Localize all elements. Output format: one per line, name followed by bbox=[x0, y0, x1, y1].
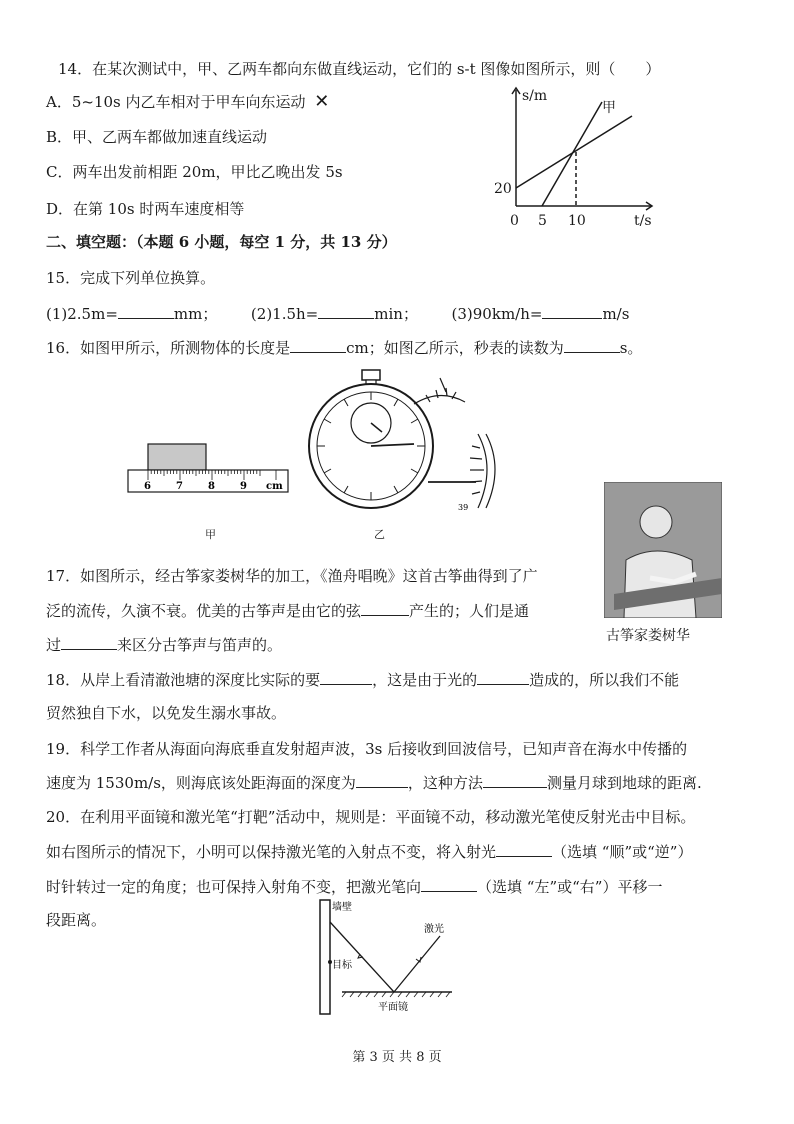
label-wall: 墙壁 bbox=[332, 902, 352, 913]
q15-p2-prefix: (2)1.5h= bbox=[250, 305, 319, 323]
line-label-jia: 甲 bbox=[602, 100, 616, 116]
st-graph bbox=[488, 82, 668, 232]
answer-blank[interactable] bbox=[320, 669, 372, 685]
section2-title: 二、填空题：（本题 6 小题，每空 1 分，共 13 分） bbox=[46, 233, 397, 251]
q20-line2 bbox=[46, 841, 692, 862]
answer-blank[interactable] bbox=[118, 303, 174, 319]
answer-blank[interactable] bbox=[290, 337, 346, 353]
answer-blank[interactable] bbox=[421, 876, 477, 892]
q20-line3a: 时针转过一定的角度；也可保持入射角不变，把激光笔向 bbox=[46, 878, 422, 896]
q14-stem: 14．在某次测试中，甲、乙两车都向东做直线运动，它们的 s-t 图像如图所示，则（ ） bbox=[58, 60, 661, 78]
incident-arrow bbox=[416, 957, 421, 962]
x-tick-0: 0 bbox=[510, 213, 519, 229]
q19-line2 bbox=[46, 772, 702, 793]
q19-line2c: 测量月球到地球的距离. bbox=[546, 774, 702, 792]
q20-line4: 段距离。 bbox=[46, 911, 107, 929]
q15-p2-unit: min； bbox=[374, 305, 418, 323]
y-tick-20: 20 bbox=[494, 181, 512, 197]
q14-option-a-text: A．5~10s 内乙车相对于甲车向东运动 bbox=[46, 93, 306, 111]
caption-jia: 甲 bbox=[205, 528, 216, 541]
ruler-tick-6: 6 bbox=[144, 481, 151, 492]
mirror-laser-diagram bbox=[312, 896, 462, 1020]
q16-part1: 16．如图甲所示，所测物体的长度是 bbox=[46, 339, 291, 357]
label-laser: 激光 bbox=[424, 924, 444, 935]
guzheng-player-photo bbox=[604, 482, 722, 618]
label-mirror: 平面镜 bbox=[378, 1002, 408, 1013]
q18-line1 bbox=[46, 669, 679, 690]
incident-ray bbox=[394, 936, 440, 992]
q17-line3a: 过 bbox=[46, 636, 62, 654]
x-tick-10: 10 bbox=[568, 213, 586, 229]
stopwatch-figure bbox=[300, 368, 510, 528]
q17-line3b: 来区分古筝声与笛声的。 bbox=[117, 636, 283, 654]
q20-line1: 20．在利用平面镜和激光笔“打靶”活动中，规则是：平面镜不动，移动激光笔使反射光击中目标。 bbox=[46, 808, 696, 826]
q20-line3b: （选填 “左”或“右”）平移一 bbox=[477, 878, 663, 896]
line-jia bbox=[542, 102, 602, 206]
answer-blank[interactable] bbox=[318, 303, 374, 319]
q17-line1: 17．如图所示，经古筝家娄树华的加工，《渔舟唱晚》这首古筝曲得到了广 bbox=[46, 567, 538, 585]
photo-caption: 古筝家娄树华 bbox=[606, 628, 690, 644]
q19-line1: 19．科学工作者从海面向海底垂直发射超声波，3s 后接收到回波信号，已知声音在海水中传播的 bbox=[46, 740, 688, 758]
q18-line1b: ，这是由于光的 bbox=[372, 671, 478, 689]
q19-line2a: 速度为 1530m/s，则海底该处距海面的深度为 bbox=[46, 774, 356, 792]
q16-part3: s。 bbox=[619, 339, 643, 357]
answer-blank[interactable] bbox=[361, 600, 409, 616]
x-axis-label: t/s bbox=[634, 213, 652, 229]
ruler-tick-8: 8 bbox=[208, 481, 215, 492]
answer-blank[interactable] bbox=[356, 772, 408, 788]
crown bbox=[362, 370, 380, 380]
q17-line2b: 产生的；人们是通 bbox=[409, 602, 530, 620]
answer-blank[interactable] bbox=[483, 772, 547, 788]
player-head bbox=[640, 506, 672, 538]
ruler-tick-7: 7 bbox=[176, 481, 183, 492]
q14-option-b: B．甲、乙两车都做加速直线运动 bbox=[46, 128, 268, 146]
dial-label-39: 39 bbox=[458, 503, 469, 512]
q15-parts bbox=[46, 303, 629, 324]
q17-line2a: 泛的流传，久演不衰。优美的古筝声是由它的弦 bbox=[46, 602, 362, 620]
x-tick-5: 5 bbox=[538, 213, 547, 229]
q20-line2a: 如右图所示的情况下，小明可以保持激光笔的入射点不变，将入射光 bbox=[46, 843, 497, 861]
q15-p3-unit: m/s bbox=[602, 305, 630, 323]
q15-p1-unit: mm； bbox=[173, 305, 218, 323]
q18-line2: 贸然独自下水，以免发生溺水事故。 bbox=[46, 704, 287, 722]
answer-blank[interactable] bbox=[61, 634, 117, 650]
answer-blank[interactable] bbox=[564, 337, 620, 353]
q14-option-a bbox=[46, 92, 329, 112]
q14-option-c: C．两车出发前相距 20m，甲比乙晚出发 5s bbox=[46, 163, 343, 181]
q18-line1a: 18．从岸上看清澈池塘的深度比实际的要 bbox=[46, 671, 321, 689]
wall bbox=[320, 900, 330, 1014]
page-footer: 第 3 页 共 8 页 bbox=[352, 1050, 442, 1065]
q14-option-d: D．在第 10s 时两车速度相等 bbox=[46, 200, 245, 218]
label-target: 目标 bbox=[332, 960, 352, 971]
caption-yi: 乙 bbox=[374, 528, 385, 541]
answer-blank[interactable] bbox=[542, 303, 602, 319]
q17-line3 bbox=[46, 634, 282, 655]
cross-mark: ✕ bbox=[314, 91, 330, 112]
q16-stem bbox=[46, 337, 642, 358]
q19-line2b: ，这种方法 bbox=[407, 774, 483, 792]
measured-block bbox=[148, 444, 206, 470]
y-axis-label: s/m bbox=[522, 88, 548, 104]
answer-blank[interactable] bbox=[496, 841, 552, 857]
q17-line2 bbox=[46, 600, 529, 621]
q15-p1-prefix: (1)2.5m= bbox=[46, 305, 118, 323]
ruler-unit-cm: cm bbox=[266, 481, 283, 492]
q15-p3-prefix: (3)90km/h= bbox=[451, 305, 543, 323]
answer-blank[interactable] bbox=[477, 669, 529, 685]
q15-stem: 15．完成下列单位换算。 bbox=[46, 269, 216, 287]
q18-line1c: 造成的，所以我们不能 bbox=[529, 671, 680, 689]
q16-part2: cm；如图乙所示，秒表的读数为 bbox=[346, 339, 564, 357]
ruler-tick-9: 9 bbox=[240, 481, 247, 492]
q20-line3 bbox=[46, 876, 662, 897]
ruler-figure bbox=[126, 442, 296, 498]
q20-line2b: （选填 “顺”或“逆”） bbox=[552, 843, 693, 861]
